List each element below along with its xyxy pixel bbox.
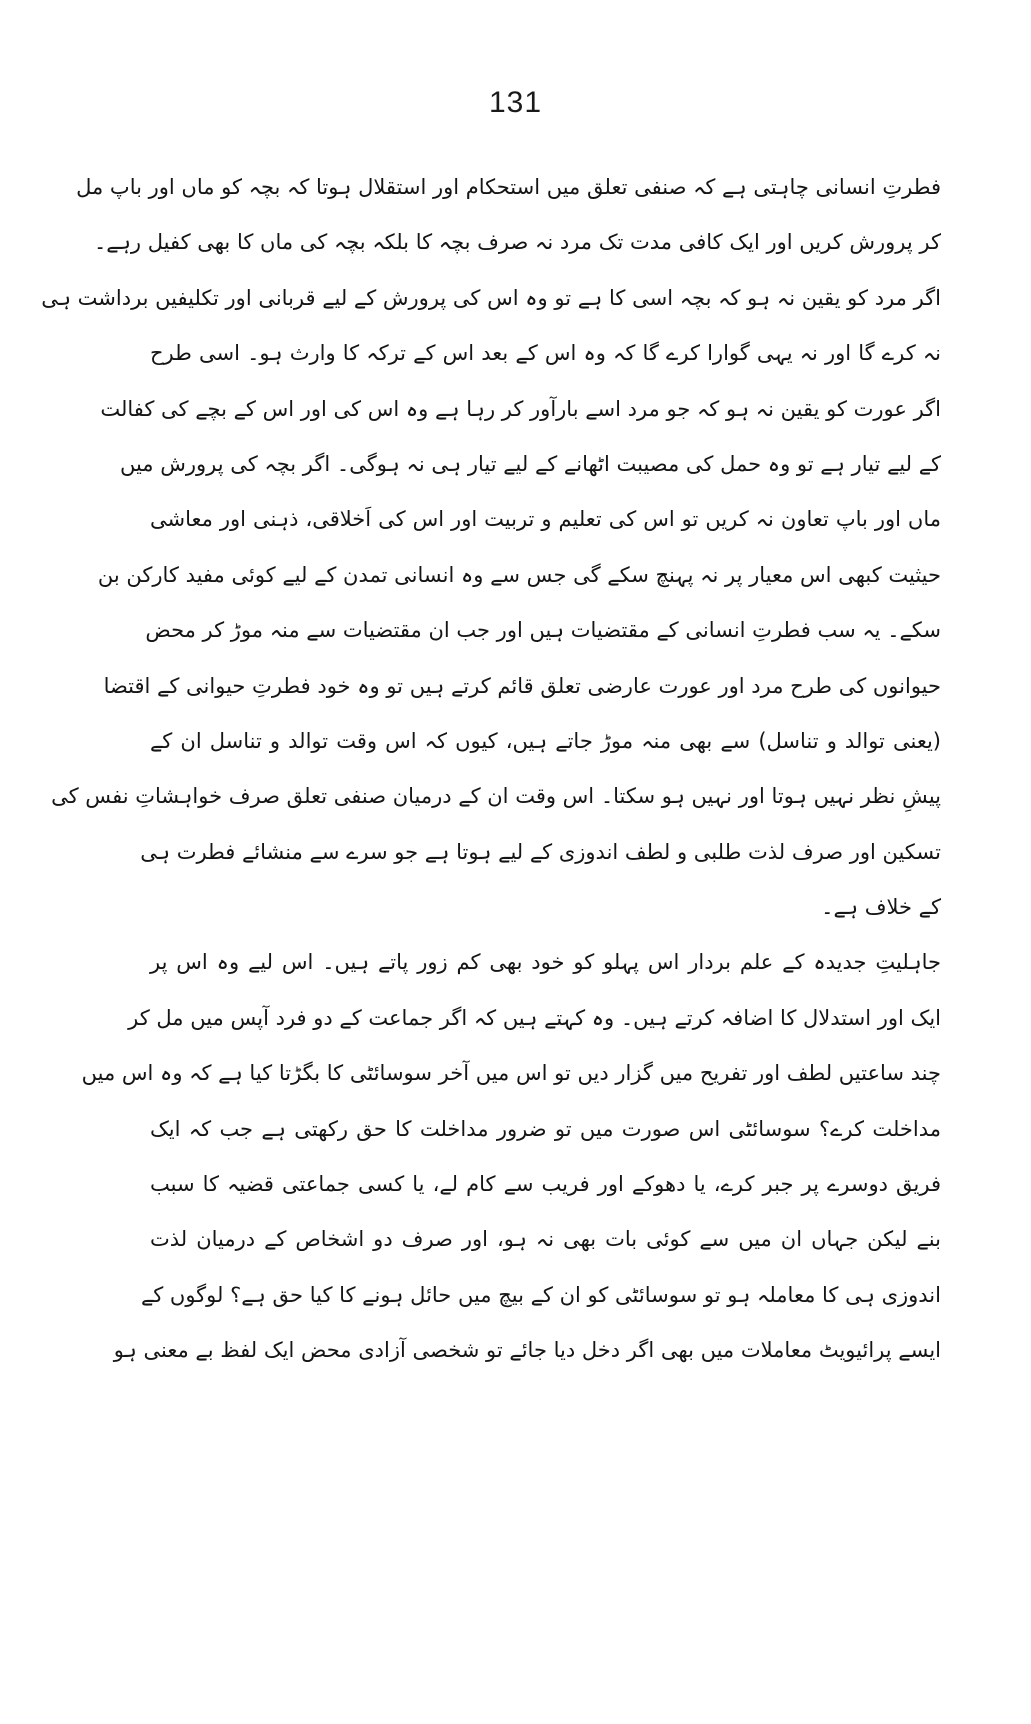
text-line: اندوزی ہی کا معاملہ ہو تو سوسائٹی کو ان کے بیچ میں حائل ہونے کا کیا حق ہے؟ لوگوں کے	[140, 1282, 941, 1307]
text-line: فطرتِ انسانی چاہتی ہے کہ صنفی تعلق میں استحکام اور استقلال ہوتا کہ بچہ کو ماں اور باپ مل	[76, 175, 941, 199]
body-text	[41, 160, 941, 1379]
text-line: کے خلاف ہے۔	[821, 895, 941, 920]
text-line: کے لیے تیار ہے تو وہ حمل کی مصیبت اٹھانے کے لیے تیار ہی نہ ہوگی۔ اگر بچہ کی پرورش میں	[119, 451, 941, 476]
text-line: اگر عورت کو یقین نہ ہو کہ جو مرد اسے بارآور کر رہا ہے وہ اس کی اور اس کے بچے کی کفالت	[100, 396, 941, 421]
text-line: ایک اور استدلال کا اضافہ کرتے ہیں۔ وہ کہتے ہیں کہ اگر جماعت کے دو فرد آپس میں مل کر	[128, 1005, 941, 1030]
text-line: بنے لیکن جہاں ان میں سے کوئی بات بھی نہ ہو، اور صرف دو اشخاص کے درمیان لذت	[150, 1227, 941, 1252]
text-line: حیوانوں کی طرح مرد اور عورت عارضی تعلق قائم کرتے ہیں تو وہ خود فطرتِ حیوانی کے اقتضا	[103, 673, 941, 698]
text-line: فریق دوسرے پر جبر کرے، یا دھوکے اور فریب سے کام لے، یا کسی جماعتی قضیہ کا سبب	[150, 1172, 941, 1197]
text-line: ایسے پرائیویٹ معاملات میں بھی اگر دخل دیا جائے تو شخصی آزادی محض ایک لفظ بے معنی ہو	[113, 1338, 941, 1363]
text-line: پیشِ نظر نہیں ہوتا اور نہیں ہو سکتا۔ اس وقت ان کے درمیان صنفی تعلق صرف خواہشاتِ نفس کی	[51, 784, 941, 809]
text-line: سکے۔ یہ سب فطرتِ انسانی کے مقتضیات ہیں اور جب ان مقتضیات سے منہ موڑ کر محض	[145, 618, 941, 643]
text-line: مداخلت کرے؟ سوسائٹی اس صورت میں تو ضرور مداخلت کا حق رکھتی ہے جب کہ ایک	[150, 1116, 941, 1141]
text-line: ماں اور باپ تعاون نہ کریں تو اس کی تعلیم و تربیت اور اس کی اَخلاقی، ذہنی اور معاشی	[150, 507, 941, 532]
text-line: نہ کرے گا اور نہ یہی گوارا کرے گا کہ وہ اس کے بعد اس کے ترکہ کا وارث ہو۔ اسی طرح	[150, 341, 941, 366]
text-line: چند ساعتیں لطف اور تفریح میں گزار دیں تو اس میں آخر سوسائٹی کا بگڑتا کیا ہے کہ وہ اس میں	[81, 1061, 941, 1086]
text-line: تسکین اور صرف لذت طلبی و لطف اندوزی کے لیے ہوتا ہے جو سرے سے منشائے فطرت ہی	[140, 839, 941, 864]
text-line: حیثیت کبھی اس معیار پر نہ پہنچ سکے گی جس سے وہ انسانی تمدن کے لیے کوئی مفید کارکن بن	[97, 562, 941, 587]
page-number: 131	[488, 86, 543, 119]
text-line: جاہلیتِ جدیدہ کے علم بردار اس پہلو کو خود بھی کم زور پاتے ہیں۔ اس لیے وہ اس پر	[150, 950, 941, 975]
text-line: اگر مرد کو یقین نہ ہو کہ بچہ اسی کا ہے تو وہ اس کی پرورش کے لیے قربانی اور تکلیفیں برداشت ہی	[41, 285, 941, 310]
text-line: (یعنی توالد و تناسل) سے بھی منہ موڑ جاتے ہیں، کیوں کہ اس وقت توالد و تناسل ان کے	[150, 728, 941, 753]
text-line: کر پرورش کریں اور ایک کافی مدت تک مرد نہ صرف بچہ کا بلکہ بچہ کی ماں کا بھی کفیل رہے۔	[93, 230, 941, 255]
